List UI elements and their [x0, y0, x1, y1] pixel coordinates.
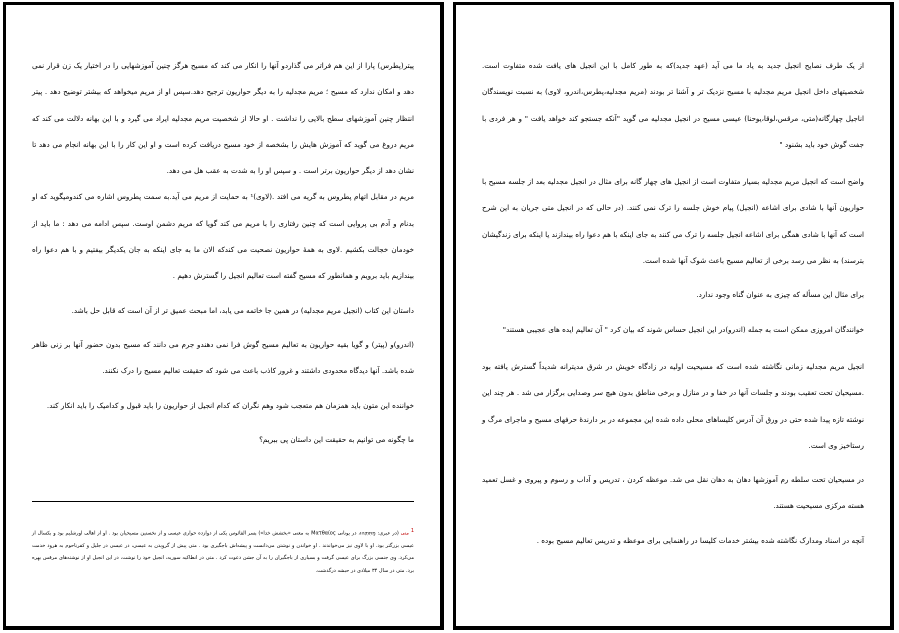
footnote: [32, 525, 414, 577]
paragraph-differences: واضح است که انجیل مریم مجدلیه بسیار متفاوت است از انجیل های چهار گانه برای مثال در انجیل مجدلیه بعد از جلسه مسیح با حواریون آنها با شادی برای اشاعه (انجیل) پیام خوش جلسه را ترک نمی کنند. (در حالی که در انجیل متی جریان به این شرح است که آنها با شادی همگی برای اشاعه انجیل جلسه را ترک می کنند به جای اینکه با هم دعوا راه بیندازند یا اینکه برای زندگیشان بترسند) به نظر می رسد برخی از تعالیم مسیح باعث شوک آنها شده است.: [482, 177, 864, 266]
paragraph-mary: مریم در مقابل اتهام پطروس به گریه می افتد .(لاوی)¹ به حمایت از مریم می آید.به سمت پطروس اشاره می کند‌ومیگوید که او بدنام و آدم بی پروایی است که چنین رفتاری را با مریم می کند گویا که مریم دشمن اوست. سپس ادامه می دهد : ما باید از خودمان خجالت بکشیم .لاوی به همهٔ حواریون نصحیت می کندکه الان ما به جای اینکه به جان یکدیگر بیفتیم و با هم دعوا راه بیندازیم باید برویم و همانطور که مسیح گفته است تعالیم انجیل را گسترش دهیم .: [32, 192, 414, 281]
document-page-right: [453, 2, 894, 630]
paragraph-sin: برای مثال این مسأله که چیزی به عنوان گناه وجود ندارد.: [696, 290, 864, 300]
page-text-column: [32, 53, 414, 453]
footnote-marker: 1: [410, 528, 414, 534]
footnote-lead: متی: [400, 530, 409, 537]
document-page-left: [3, 2, 444, 630]
paragraph-peter: پیتر(پطرس) پارا از این هم فراتر می گذاردو آنها را انکار می کند که مسیح هرگز چنین آموزشهایی را در اختیار یک زن قرار نمی دهد و امکان ندارد که مسیح ؛ مریم مجدلیه را به دیگر حواریون ترجیح دهد.سپس او از مریم میخواهد که بیشتر توضیح دهد . پیتر انتظار چنین آموزشهای سطح بالایی را نداشت . او حالا از شخصیت مریم مجدلیه ایراد می گیرد و با این بهانه دلالت می کند که مریم دروغ می گوید که آموزش هایش را بشخصه از خود مسیح دریافت کرده است و او این کار را با این بهانه انجام می دهد تا نشان دهد از دیگر حواریون برتر است . و سپس او را به شدت به عقب هل می دهد.: [32, 61, 414, 176]
paragraph-question: ما چگونه می توانیم به حقیقت این داستان پی ببریم؟: [259, 434, 414, 444]
footnote-text: (در عبری: מַתִּתְיָהוּ، در یونانی Ματθαίος به معنی «بخشش خدا») پسر الفائوس یکی از دوازده حواری عیسی و از نخستین مسیحیان بود . او از اهالی اورشلیم بود و بکسال از عیسی بزرگتر بود. او با لاوی نیز می‌خواندند . او خواندن و نوشتن می‌دانست و پیشه‌اش باجگیری بود . متی پیش از گرویدن به عیسی، در عیسی در جلیل و کفرناحوم به هرود خدمت می‌کرد. وی جنسی بزرگ برای عیسی گرفت و بسیاری از باجگیران را به آن جشن دعوت کرد . متی در انطاکیه سوریه، انجیل خود را نوشت، در این انجیل او از نوشته‌های مرقس بهره برد. متی در سال ۳۴ میلادی در حبشه درگذشت.: [32, 530, 414, 574]
page-text-column: [482, 53, 864, 554]
paragraph-story-end: داستان این کتاب (انجیل مریم مجدلیه) در همین جا خاتمه می یابد، اما مبحث عمیق تر از آن است که قابل حل باشد.: [71, 305, 414, 315]
footnote-separator: [32, 501, 414, 502]
paragraph-documents: آنچه در اسناد ومدارک نگاشته شده بیشتر خدمات کلیسا در راهنمایی برای موعظه و تدریس تعالیم مسیح بوده .: [536, 535, 864, 545]
paragraph-new-testament: از یک طرف نصایح انجیل جدید به یاد ما می آید (عهد جدید)که به طور کامل با این انجیل های یافت شده متفاوت است. شخصیتهای داخل انجیل مریم مجدلیه با مسیح نزدیک تر و آشنا تر بودند (مریم مجدلیه،پطرس،اندرو، لاوی) به نسبت نویسندگان اناجیل چهارگانه(متی، مرقس،لوقا،یوحنا) عیسی مسیح در انجیل مجدلیه می گوید "آنکه جستجو کند خواهد یافت " و هر فردی با جفت گوش خود باید بشنود ": [482, 61, 864, 149]
paragraph-andrew-peter: (اندرو)و (پیتر) و گویا بقیه حواریون به تعالیم مسیح گوش فرا نمی دهندو جرم می دانند که مسیح بدون حضور آنها بر زنی ظاهر شده باشد. آنها دیدگاه محدودی داشتند و غرور کاذب باعث می شود که حقیقت تعالیم مسیح را درک نکنند.: [32, 339, 414, 376]
paragraph-oral-tradition: در مسیحیان تحت سلطه رم آموزشها دهان به دهان نقل می شد. موعظه کردن ، تدریس و آداب و رسوم و پیروی و غسل تعمید هسته مرکزی مسیحیت هستند.: [482, 475, 864, 511]
paragraph-early-christianity: انجیل مریم مجدلیه زمانی نگاشته شده است که مسیحیت اولیه در زادگاه خویش در شرق مدیترانه شدیداً گسترش یافته بود .مسیحیان تحت تعقیب بودند و جلسات آنها در خفا و در منازل و برخی مناطق بدون هیچ سر وصدایی برگزار می شد . هر چند این نوشته تازه پیدا شده حتی در ورق آن آدرس کلیساهای محلی داده شده این مجموعه در بر دارندهٔ حرفهای مسیح و ماجرای مرگ و رستاخیز وی است.: [482, 361, 864, 450]
paragraph-reader: خواننده این متون باید همزمان هم متعجب شود وهم نگران که کدام انجیل از حواریون را باید قبول و کدامیک را باید انکار کند.: [46, 400, 414, 410]
paragraph-modern-readers: خوانندگان امروزی ممکن است به جمله (اندرو)در این انجیل حساس شوند که بیان کرد " آن تعالیم ایده های عجیبی هستند": [502, 324, 864, 334]
